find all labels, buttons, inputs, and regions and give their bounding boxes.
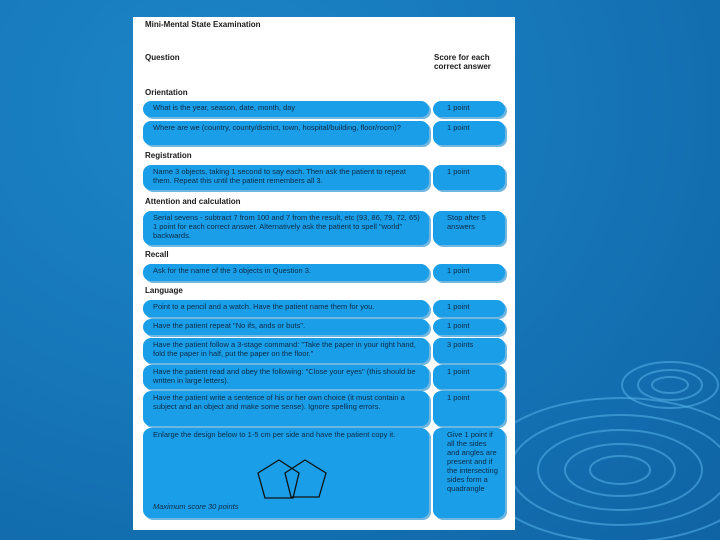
score-cell: Give 1 point if all the sides and angles are present and if the intersecting sides form a quadrangle	[433, 428, 505, 518]
question-row: Have the patient write a sentence of his or her own choice (it must contain a subject and an object and make some sense). Ignore spelling errors.	[143, 391, 429, 426]
question-row: Ask for the name of the 3 objects in Question 3.	[143, 264, 429, 281]
score-cell: 3 points	[433, 338, 505, 363]
section-attention-title: Attention and calculation	[145, 197, 241, 206]
question-row: Have the patient repeat "No ifs, ands or buts".	[143, 319, 429, 335]
score-cell: 1 point	[433, 264, 505, 281]
document-title: Mini-Mental State Examination	[145, 20, 261, 29]
score-cell: 1 point	[433, 300, 505, 317]
score-cell: 1 point	[433, 391, 505, 426]
score-cell: Stop after 5 answers	[433, 211, 505, 245]
section-recall-title: Recall	[145, 250, 169, 259]
question-row: Point to a pencil and a watch. Have the patient name them for you.	[143, 300, 429, 317]
question-row: Serial sevens - subtract 7 from 100 and 7 from the result, etc (93, 86, 79, 72, 65) 1 point for each correct answer. Alternatively ask the patient to spell "world" backwards.	[143, 211, 429, 245]
mmse-form	[133, 17, 515, 530]
section-orientation-title: Orientation	[145, 88, 188, 97]
max-score-note: Maximum score 30 points	[153, 502, 239, 511]
section-registration-title: Registration	[145, 151, 192, 160]
section-language-title: Language	[145, 286, 183, 295]
score-cell: 1 point	[433, 101, 505, 117]
copy-design-instruction: Enlarge the design below to 1-5 cm per side and have the patient copy it.	[153, 430, 396, 439]
question-column-header: Question	[145, 53, 180, 62]
question-row: Have the patient follow a 3-stage command: "Take the paper in your right hand, fold the paper in half, put the paper on the floor."	[143, 338, 429, 363]
question-row: Name 3 objects, taking 1 second to say each. Then ask the patient to repeat them. Repeat this until the patient remembers all 3.	[143, 165, 429, 190]
score-cell: 1 point	[433, 165, 505, 190]
score-cell: 1 point	[433, 365, 505, 389]
score-cell: 1 point	[433, 121, 505, 145]
question-row: What is the year, season, date, month, day	[143, 101, 429, 117]
score-cell: 1 point	[433, 319, 505, 335]
question-row: Have the patient read and obey the following: "Close your eyes" (this should be written in large letters).	[143, 365, 429, 389]
score-column-header: Score for each correct answer	[434, 53, 491, 71]
intersecting-pentagons-icon	[253, 457, 333, 507]
question-row: Where are we (country, county/district, town, hospital/building, floor/room)?	[143, 121, 429, 145]
